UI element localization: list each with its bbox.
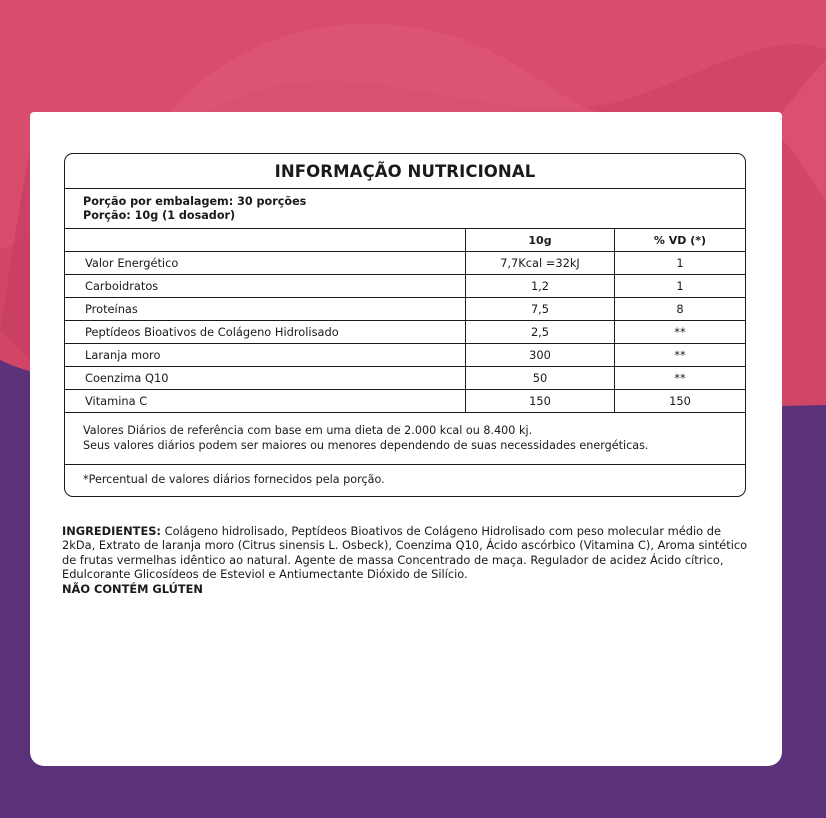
nutrition-table bbox=[64, 153, 746, 497]
nutrition-title: INFORMAÇÃO NUTRICIONAL bbox=[65, 154, 745, 189]
nutrient-name: Coenzima Q10 bbox=[65, 367, 466, 390]
portion-info bbox=[65, 189, 745, 229]
ingredients-text: Colágeno hidrolisado, Peptídeos Bioativos de Colágeno Hidrolisado com peso molecular médio de 2kDa, Extrato de laranja moro (Citrus sinensis L. Osbeck), Coenzima Q10, Ácido ascórbico (Vitamina C), Aroma sintético de frutas vermelhas idêntico ao natural. Agente de massa Concentrado de maça. Regulador de acidez Ácido cítrico, Edulcorante Glicosídeos de Esteviol e Antiumectante Dióxido de Silício. bbox=[62, 524, 748, 582]
nutrient-amount: 300 bbox=[466, 344, 615, 367]
footnote: *Percentual de valores diários fornecidos pela porção. bbox=[83, 473, 385, 486]
nutrient-amount: 50 bbox=[466, 367, 615, 390]
nutrient-name: Peptídeos Bioativos de Colágeno Hidrolisado bbox=[65, 321, 466, 344]
reference-line: Seus valores diários podem ser maiores ou menores dependendo de suas necessidades energéticas. bbox=[83, 439, 649, 452]
table-row bbox=[65, 344, 745, 367]
table-row bbox=[65, 390, 745, 413]
daily-values-reference bbox=[65, 413, 745, 465]
gluten-notice: NÃO CONTÉM GLÚTEN bbox=[62, 581, 203, 596]
nutrient-name: Carboidratos bbox=[65, 275, 466, 298]
nutrient-amount: 1,2 bbox=[466, 275, 615, 298]
ingredients-block bbox=[62, 524, 752, 596]
table-row bbox=[65, 298, 745, 321]
portion-size: Porção: 10g (1 dosador) bbox=[83, 209, 236, 222]
nutrient-amount: 150 bbox=[466, 390, 615, 413]
nutrient-table bbox=[65, 229, 745, 413]
reference-line: Valores Diários de referência com base em uma dieta de 2.000 kcal ou 8.400 kj. bbox=[83, 424, 533, 437]
nutrient-vd: 1 bbox=[615, 275, 746, 298]
table-row bbox=[65, 321, 745, 344]
nutrient-vd: ** bbox=[615, 344, 746, 367]
nutrient-name: Laranja moro bbox=[65, 344, 466, 367]
table-header-row bbox=[65, 229, 745, 252]
nutrient-vd: ** bbox=[615, 367, 746, 390]
header-nutrient bbox=[65, 229, 466, 252]
nutrient-name: Proteínas bbox=[65, 298, 466, 321]
nutrient-vd: 150 bbox=[615, 390, 746, 413]
table-row bbox=[65, 252, 745, 275]
nutrient-vd: 1 bbox=[615, 252, 746, 275]
table-row bbox=[65, 367, 745, 390]
nutrient-name: Valor Energético bbox=[65, 252, 466, 275]
header-amount: 10g bbox=[466, 229, 615, 252]
nutrient-name: Vitamina C bbox=[65, 390, 466, 413]
nutrient-vd: 8 bbox=[615, 298, 746, 321]
label-card bbox=[30, 112, 782, 766]
nutrient-amount: 7,5 bbox=[466, 298, 615, 321]
table-row bbox=[65, 275, 745, 298]
header-vd: % VD (*) bbox=[615, 229, 746, 252]
ingredients-label: INGREDIENTES: bbox=[62, 524, 161, 538]
nutrient-amount: 7,7Kcal =32kJ bbox=[466, 252, 615, 275]
nutrient-amount: 2,5 bbox=[466, 321, 615, 344]
nutrient-vd: ** bbox=[615, 321, 746, 344]
portion-per-package: Porção por embalagem: 30 porções bbox=[83, 195, 307, 208]
